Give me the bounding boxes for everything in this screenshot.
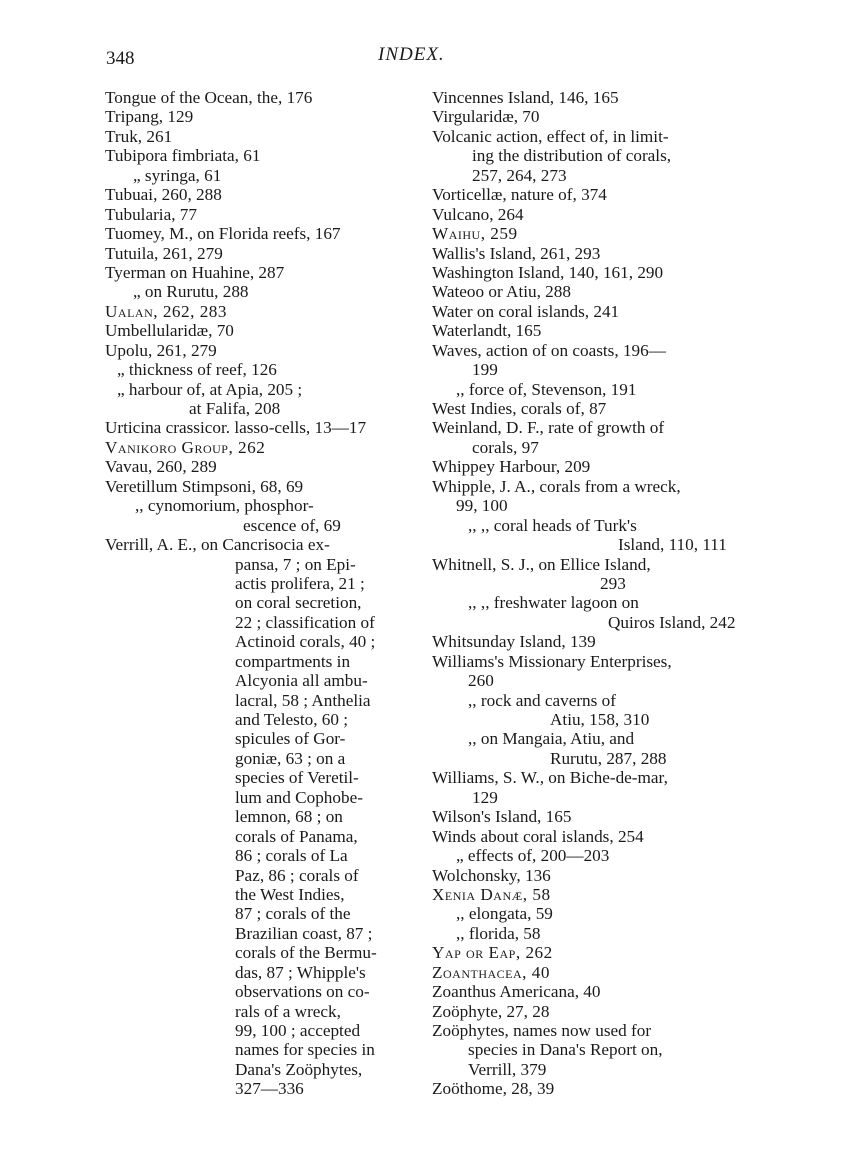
index-entry: „ effects of, 200—203 xyxy=(456,846,610,866)
index-entry: ,, ,, coral heads of Turk's xyxy=(468,515,637,535)
index-entry: Zoanthacea, 40 xyxy=(432,962,550,982)
index-entry: Alcyonia all ambu- xyxy=(235,671,368,691)
index-entry: lemnon, 68 ; on xyxy=(235,807,343,827)
page-number: 348 xyxy=(106,48,135,69)
index-entry: 22 ; classification of xyxy=(235,612,375,632)
index-entry: Wilson's Island, 165 xyxy=(432,807,572,827)
index-entry: 87 ; corals of the xyxy=(235,904,351,924)
index-entry: West Indies, corals of, 87 xyxy=(432,399,607,418)
index-entry: Rurutu, 287, 288 xyxy=(550,748,667,768)
index-entry: species of Veretil- xyxy=(235,768,359,788)
index-entry: at Falifa, 208 xyxy=(189,399,281,418)
index-entry: 129 xyxy=(472,787,498,807)
index-entry: Whitnell, S. J., on Ellice Island, xyxy=(432,554,651,574)
index-entry: Vanikoro Group, 262 xyxy=(105,437,266,457)
index-entry: Brazilian coast, 87 ; xyxy=(235,923,373,943)
index-entry: ,, on Mangaia, Atiu, and xyxy=(468,729,635,749)
index-entry: Vorticellæ, nature of, 374 xyxy=(432,185,607,205)
index-entry: Whippey Harbour, 209 xyxy=(432,457,591,477)
index-entry: „ harbour of, at Apia, 205 ; xyxy=(117,379,303,399)
index-entry: Urticina crassicor. lasso-cells, 13—17 xyxy=(105,418,367,438)
index-entry: Tutuila, 261, 279 xyxy=(105,243,223,263)
index-entry: Tubularia, 77 xyxy=(105,204,197,224)
index-entry: Weinland, D. F., rate of growth of xyxy=(432,418,665,438)
index-entry: ,, ,, freshwater lagoon on xyxy=(468,593,639,613)
index-entry: Vulcano, 264 xyxy=(432,204,524,224)
index-entry: Umbellularidæ, 70 xyxy=(105,321,234,341)
index-entry: Winds about coral islands, 254 xyxy=(432,826,644,846)
index-entry: Quiros Island, 242 xyxy=(608,612,736,632)
index-entry: ,, rock and caverns of xyxy=(468,690,616,710)
index-entry: the West Indies, xyxy=(235,884,345,904)
index-entry: Waihu, 259 xyxy=(432,224,518,244)
index-entry: Island, 110, 111 xyxy=(618,535,727,555)
index-entry: Zoöthome, 28, 39 xyxy=(432,1079,555,1099)
index-entry: Paz, 86 ; corals of xyxy=(235,865,359,885)
index-entry: „ syringa, 61 xyxy=(133,165,222,185)
index-entry: Vavau, 260, 289 xyxy=(105,457,217,477)
index-entry: Upolu, 261, 279 xyxy=(105,340,217,360)
index-entry: 86 ; corals of La xyxy=(235,846,348,866)
index-entry: on coral secretion, xyxy=(235,593,362,613)
index-entry: actis prolifera, 21 ; xyxy=(235,573,365,593)
index-entry: Yap or Eap, 262 xyxy=(432,943,553,963)
index-entry: Truk, 261 xyxy=(105,126,173,146)
index-entry: Tyerman on Huahine, 287 xyxy=(105,262,285,282)
index-entry: 99, 100 xyxy=(456,496,508,516)
index-entry: Whipple, J. A., corals from a wreck, xyxy=(432,476,681,496)
index-entry: 257, 264, 273 xyxy=(472,165,567,185)
index-entry: observations on co- xyxy=(235,982,370,1002)
index-entry: Xenia Danæ, 58 xyxy=(432,884,551,904)
index-entry: and Telesto, 60 ; xyxy=(235,710,349,729)
index-column-right xyxy=(432,88,742,1099)
index-entry: rals of a wreck, xyxy=(235,1001,341,1021)
index-entry: Tongue of the Ocean, the, 176 xyxy=(105,88,313,107)
index-entry: das, 87 ; Whipple's xyxy=(235,962,366,982)
index-entry: Waves, action of on coasts, 196— xyxy=(432,340,666,360)
index-entry: escence of, 69 xyxy=(243,515,341,535)
index-entry: Zoanthus Americana, 40 xyxy=(432,982,601,1002)
index-entry: Veretillum Stimpsoni, 68, 69 xyxy=(105,476,304,496)
index-entry: Vincennes Island, 146, 165 xyxy=(432,88,619,107)
index-entry: 293 xyxy=(600,573,626,593)
index-entry: Verrill, 379 xyxy=(468,1059,547,1079)
index-entry: Tuomey, M., on Florida reefs, 167 xyxy=(105,224,341,244)
index-entry: Zoöphyte, 27, 28 xyxy=(432,1001,550,1021)
index-entry: names for species in xyxy=(235,1040,375,1060)
index-entry: „ on Rurutu, 288 xyxy=(133,282,249,302)
index-entry: Tubuai, 260, 288 xyxy=(105,185,222,205)
index-entry: Water on coral islands, 241 xyxy=(432,301,620,321)
index-entry: ,, force of, Stevenson, 191 xyxy=(456,379,637,399)
index-entry: Tripang, 129 xyxy=(105,107,194,127)
index-entry: Volcanic action, effect of, in limit- xyxy=(432,126,669,146)
index-entry: corals of the Bermu- xyxy=(235,943,377,963)
index-entry: ,, elongata, 59 xyxy=(456,904,553,924)
index-entry: lum and Cophobe- xyxy=(235,787,363,807)
index-entry: Tubipora fimbriata, 61 xyxy=(105,146,261,166)
index-entry: goniæ, 63 ; on a xyxy=(235,748,346,768)
index-entry: spicules of Gor- xyxy=(235,729,346,749)
index-entry: pansa, 7 ; on Epi- xyxy=(235,554,356,574)
index-entry: compartments in xyxy=(235,651,351,671)
index-entry: 260 xyxy=(468,671,494,691)
index-column-left xyxy=(105,88,405,1099)
index-entry: Dana's Zoöphytes, xyxy=(235,1059,363,1079)
index-entry: ing the distribution of corals, xyxy=(472,146,672,166)
index-entry: 327—336 xyxy=(235,1079,304,1099)
index-entry: corals, 97 xyxy=(472,437,539,457)
index-entry: Washington Island, 140, 161, 290 xyxy=(432,262,664,282)
index-entry: Wallis's Island, 261, 293 xyxy=(432,243,601,263)
index-entry: Actinoid corals, 40 ; xyxy=(235,632,376,652)
index-entry: Verrill, A. E., on Cancrisocia ex- xyxy=(105,535,330,555)
index-entry: Waterlandt, 165 xyxy=(432,321,542,341)
index-entry: Ualan, 262, 283 xyxy=(105,301,227,321)
index-entry: Wateoo or Atiu, 288 xyxy=(432,282,571,302)
index-entry: species in Dana's Report on, xyxy=(468,1040,663,1060)
index-entry: ,, cynomorium, phosphor- xyxy=(135,496,314,516)
index-entry: Williams, S. W., on Biche-de-mar, xyxy=(432,768,668,788)
index-entry: 199 xyxy=(472,360,498,380)
index-entry: 99, 100 ; accepted xyxy=(235,1021,361,1040)
index-entry: Atiu, 158, 310 xyxy=(550,710,650,729)
index-entry: lacral, 58 ; Anthelia xyxy=(235,690,371,710)
index-entry: Wolchonsky, 136 xyxy=(432,865,551,885)
index-entry: Virgularidæ, 70 xyxy=(432,107,540,127)
running-head: INDEX. xyxy=(378,44,445,65)
index-entry: Zoöphytes, names now used for xyxy=(432,1021,652,1040)
index-entry: corals of Panama, xyxy=(235,826,358,846)
index-entry: „ thickness of reef, 126 xyxy=(117,360,277,380)
index-entry: Williams's Missionary Enterprises, xyxy=(432,651,672,671)
index-entry: ,, florida, 58 xyxy=(456,923,541,943)
index-entry: Whitsunday Island, 139 xyxy=(432,632,596,652)
